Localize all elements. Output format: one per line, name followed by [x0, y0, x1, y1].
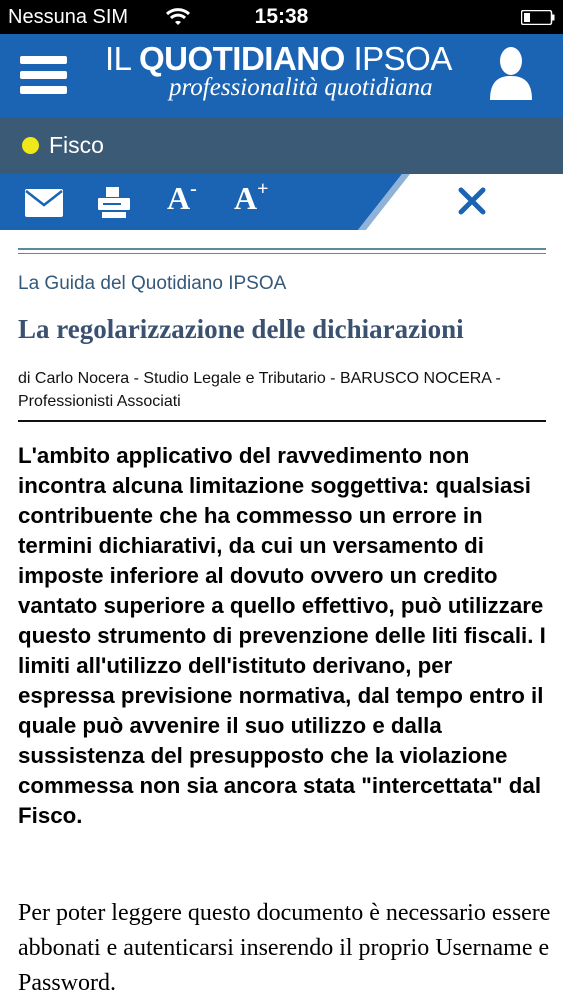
battery-icon: [521, 10, 555, 25]
article-byline: di Carlo Nocera - Studio Legale e Tributario - BARUSCO NOCERA - Professionisti Associati: [18, 370, 501, 410]
brand-ipsoa: IPSOA: [353, 40, 452, 77]
article-abstract: L'ambito applicativo del ravvedimento non incontra alcuna limitazione soggettiva: qualsiasi contribuente che ha commesso un errore in termini dichiarativi, da cui un versamento di imposte inferiore al dovuto ovvero un credito vantato superiore a quello effettivo, può utilizzare questo strumento di prevenzione delle liti fiscali. I limiti all'utilizzo dell'istituto derivano, per espressa previsione normativa, dal tempo entro il quale può avvenire il suo utilizzo e dalla sussistenza del presupposto che la violazione commessa non sia ancora stata "intercettata" dal Fisco.: [18, 443, 546, 828]
brand-logo[interactable]: [105, 42, 465, 100]
print-icon[interactable]: [97, 186, 131, 218]
menu-icon[interactable]: [20, 56, 67, 94]
mail-icon[interactable]: [24, 188, 64, 218]
brand-tagline: professionalità quotidiana: [169, 74, 433, 101]
section-bar[interactable]: [0, 118, 563, 174]
paywall-notice: Per poter leggere questo documento è necessario essere abbonati e autenticarsi inserendo il proprio Username e Password.: [18, 900, 551, 996]
status-time: 15:38: [254, 5, 309, 28]
status-bar: [0, 0, 563, 34]
series-label: La Guida del Quotidiano IPSOA: [18, 273, 287, 294]
article-title: La regolarizzazione delle dichiarazioni: [18, 314, 464, 344]
carrier-label: Nessuna SIM: [8, 6, 129, 28]
brand-main: QUOTIDIANO: [138, 40, 345, 77]
font-decrease-button[interactable]: A-: [167, 178, 197, 216]
byline-divider: [18, 420, 546, 422]
section-label: Fisco: [49, 132, 104, 158]
close-icon[interactable]: [455, 184, 489, 218]
article-toolbar: [0, 174, 563, 230]
user-icon[interactable]: [488, 44, 534, 102]
app-header: [0, 34, 563, 118]
header-divider: [18, 248, 546, 254]
section-dot-icon: [22, 137, 39, 154]
brand-il: IL: [105, 40, 131, 77]
font-increase-button[interactable]: A+: [234, 178, 269, 216]
